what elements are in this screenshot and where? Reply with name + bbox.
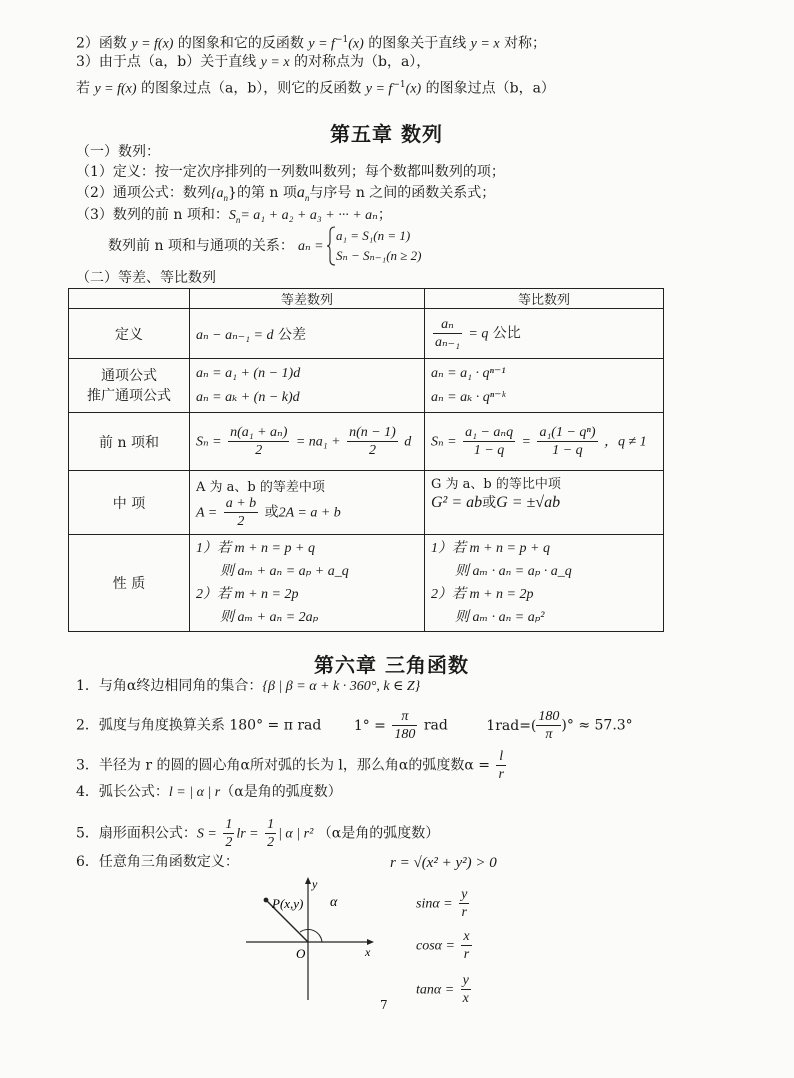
trig-definition-diagram: [244, 872, 384, 1002]
table-header-row: [69, 289, 664, 309]
piecewise-case1: a₁ = S₁(n = 1): [336, 228, 411, 243]
middle-term-label: 中 项: [69, 471, 190, 535]
point-p-label: P(x,y): [272, 896, 304, 911]
arithmetic-properties: 1）若 m + n = p + q 则 aₘ + aₙ = aₚ + a_q 2）若 m + n = 2p 则 aₘ + aₙ = 2aₚ: [190, 535, 425, 632]
table-row: [69, 309, 664, 359]
chapter6-title: 第六章 三角函数: [314, 653, 469, 677]
inverse-point-line: 若 y = f(x) 的图象过点（a，b），则它的反函数 $y = f^{-1}(x)$ 的图象过点（b，a）: [76, 80, 555, 97]
piecewise-brace: [326, 226, 336, 266]
radius-formula: r = √(x² + y²) > 0: [390, 855, 497, 871]
sequence-comparison-table: [68, 288, 664, 632]
sin-definition: sinα = $\frac{y}{r}$: [416, 887, 468, 920]
table-row: [69, 471, 664, 535]
geometric-properties: 1）若 m + n = p + q 则 aₘ · aₙ = aₚ · a_q 2）若 m + n = 2p 则 aₘ · aₙ = aₚ²: [425, 535, 664, 632]
definition-label: 定义: [69, 309, 190, 359]
sum-label: 前 n 项和: [69, 413, 190, 471]
geometric-definition: $\frac{\text{aₙ}}{\text{aₙ₋₁}}$ = q 公比: [425, 309, 664, 359]
page-number: 7: [380, 998, 388, 1012]
ch5-item1: （1）定义：按一定次序排列的一列数叫数列；每个数都叫数列的项；: [76, 164, 505, 180]
ch5-relation-lhs: aₙ =: [298, 239, 324, 254]
ch6-item3: 3．半径为 r 的圆的圆心角α所对弧的长为 l，那么角α的弧度数α = $\frac{l}{r}$: [76, 749, 504, 782]
arithmetic-general-term: aₙ = a₁ + (n − 1)d aₙ = aₖ + (n − k)d: [190, 359, 425, 413]
table-row: [69, 413, 664, 471]
ch5-relation-label: 数列前 n 项和与通项的关系：: [108, 238, 294, 254]
piecewise-case2: Sₙ − Sₙ₋₁(n ≥ 2): [336, 248, 422, 263]
ch6-item4: 4．弧长公式：l = | α | r（α是角的弧度数）: [76, 784, 342, 800]
properties-label: 性 质: [69, 535, 190, 632]
geometric-general-term: aₙ = a₁ · qⁿ⁻¹ aₙ = aₖ · qⁿ⁻ᵏ: [425, 359, 664, 413]
origin-label: O: [296, 946, 306, 961]
arithmetic-middle-term: A 为 a、b 的等差中项 A = $\frac{a + b}{2}$ 或2A = a + b: [190, 471, 425, 535]
cos-definition: cosα = $\frac{x}{r}$: [416, 929, 470, 962]
arithmetic-definition: aₙ − aₙ₋₁ = d 公差: [190, 309, 425, 359]
y-axis-label: y: [312, 877, 318, 891]
general-term-label: 通项公式 推广通项公式: [69, 359, 190, 413]
ch5-item3: （3）数列的前 n 项和：$S_n= a_1 + a_2 + a_3$ + ··· + aₙ；: [76, 207, 392, 225]
ch5-section2: （二）等差、等比数列: [76, 270, 216, 286]
table-row: [69, 359, 664, 413]
ch5-item2: （2）通项公式：数列$\{a_n\}$的第 n 项$a_n$与序号 n 之间的函数关系式；: [76, 184, 496, 203]
ch6-item1: 1．与角α终边相同角的集合：{β | β = α + k · 360°, k ∈ Z}: [76, 678, 421, 694]
ch5-section1: （一）数列：: [76, 144, 160, 160]
x-axis-label: x: [365, 945, 371, 959]
arithmetic-header: 等差数列: [190, 289, 425, 309]
chapter5-title: 第五章 数列: [330, 122, 443, 146]
arithmetic-sum: Sₙ = $\frac{\text{n(a₁ + aₙ)}}{2}$ = na₁ + $\frac{n(n - 1)}{2}$ d: [190, 413, 425, 471]
tan-definition: tanα = $\frac{y}{x}$: [416, 973, 469, 1006]
geometric-middle-term: G 为 a、b 的等比中项 G² = ab或G = ±√ab: [425, 471, 664, 535]
geometric-header: 等比数列: [425, 289, 664, 309]
inverse-symmetry-line: 2）函数 y = f(x) 的图象和它的反函数 $y = f^{-1}(x)$ 的图象关于直线 y = x 对称；: [76, 35, 546, 52]
geometric-sum: Sₙ = $\frac{\text{a₁ − aₙq}}{1 - q}$ = $\frac{\text{a₁(1 − qⁿ)}}{1 - q}$ ，q ≠ 1: [425, 413, 664, 471]
ch6-item5: 5．扇形面积公式：S = $\frac{1}{2}$ lr = $\frac{1}{2}$ | α | r² （α是角的弧度数）: [76, 817, 440, 850]
ch6-item6: 6．任意角三角函数定义：: [76, 854, 239, 870]
alpha-label: α: [330, 895, 338, 910]
ch6-item2: 2．弧度与角度换算关系 180° = π rad 1° = $\frac{\pi}{180}$ rad 1rad=( $\frac{180}{\pi}$ )° ≈ 57.3°: [76, 709, 633, 742]
table-row: [69, 535, 664, 632]
symmetric-point-line: 3）由于点（a，b）关于直线 y = x 的对称点为（b，a），: [76, 54, 431, 70]
